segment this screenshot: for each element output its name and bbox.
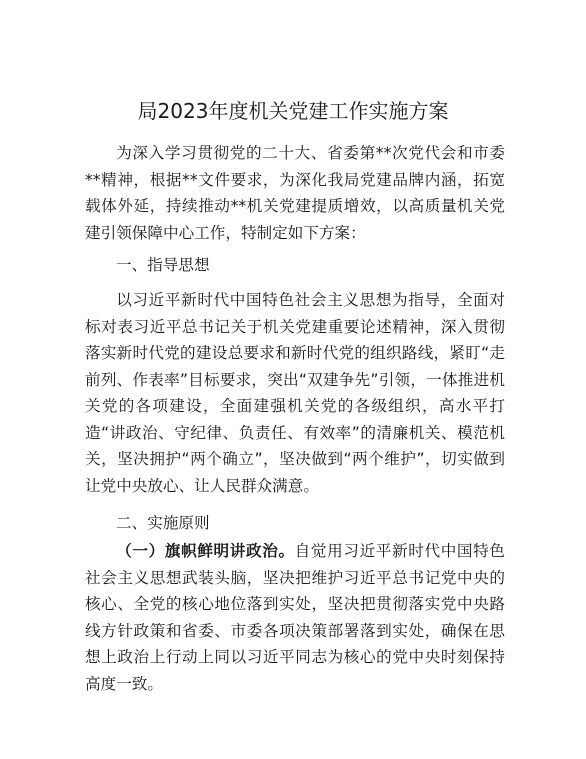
intro-paragraph: 为深入学习贯彻党的二十大、省委第**次党代会和市委**精神，根据**文件要求，为深化我局党建品牌内涵，拓宽载体外延，持续推动**机关党建提质增效，以高质量机关党建引领保障中心工作，特制定如下方案：	[85, 144, 505, 242]
section-heading-guiding-thought: 一、指导思想	[116, 256, 210, 274]
section-heading-principles: 二、实施原则	[116, 514, 210, 532]
document-title: 局2023年度机关党建工作实施方案	[137, 99, 449, 123]
principle-body: 自觉用习近平新时代中国特色社会主义思想武装头脑，坚决把维护习近平总书记党中央的核心、全党的核心地位落到实处，坚决把贯彻落实党中央路线方针政策和省委、市委各项决策部署落到实处，确保在思想上政治上行动上同以习近平同志为核心的党中央时刻保持高度一致。	[85, 542, 505, 693]
section-body-guiding-thought: 以习近平新时代中国特色社会主义思想为指导，全面对标对表习近平总书记关于机关党建重要论述精神，深入贯彻落实新时代党的建设总要求和新时代党的组织路线，紧盯“走前列、作表率”目标要求，突出“双建争先”引领，一体推进机关党的各项建设，全面建强机关党的各级组织，高水平打造“讲政治、守纪律、负责任、有效率”的清廉机关、模范机关，坚决拥护“两个确立”，坚决做到“两个维护”，切实做到让党中央放心、让人民群众满意。	[85, 291, 505, 495]
section-body-principles	[85, 538, 505, 697]
principle-lead: （一）旗帜鲜明讲政治。	[116, 542, 295, 560]
